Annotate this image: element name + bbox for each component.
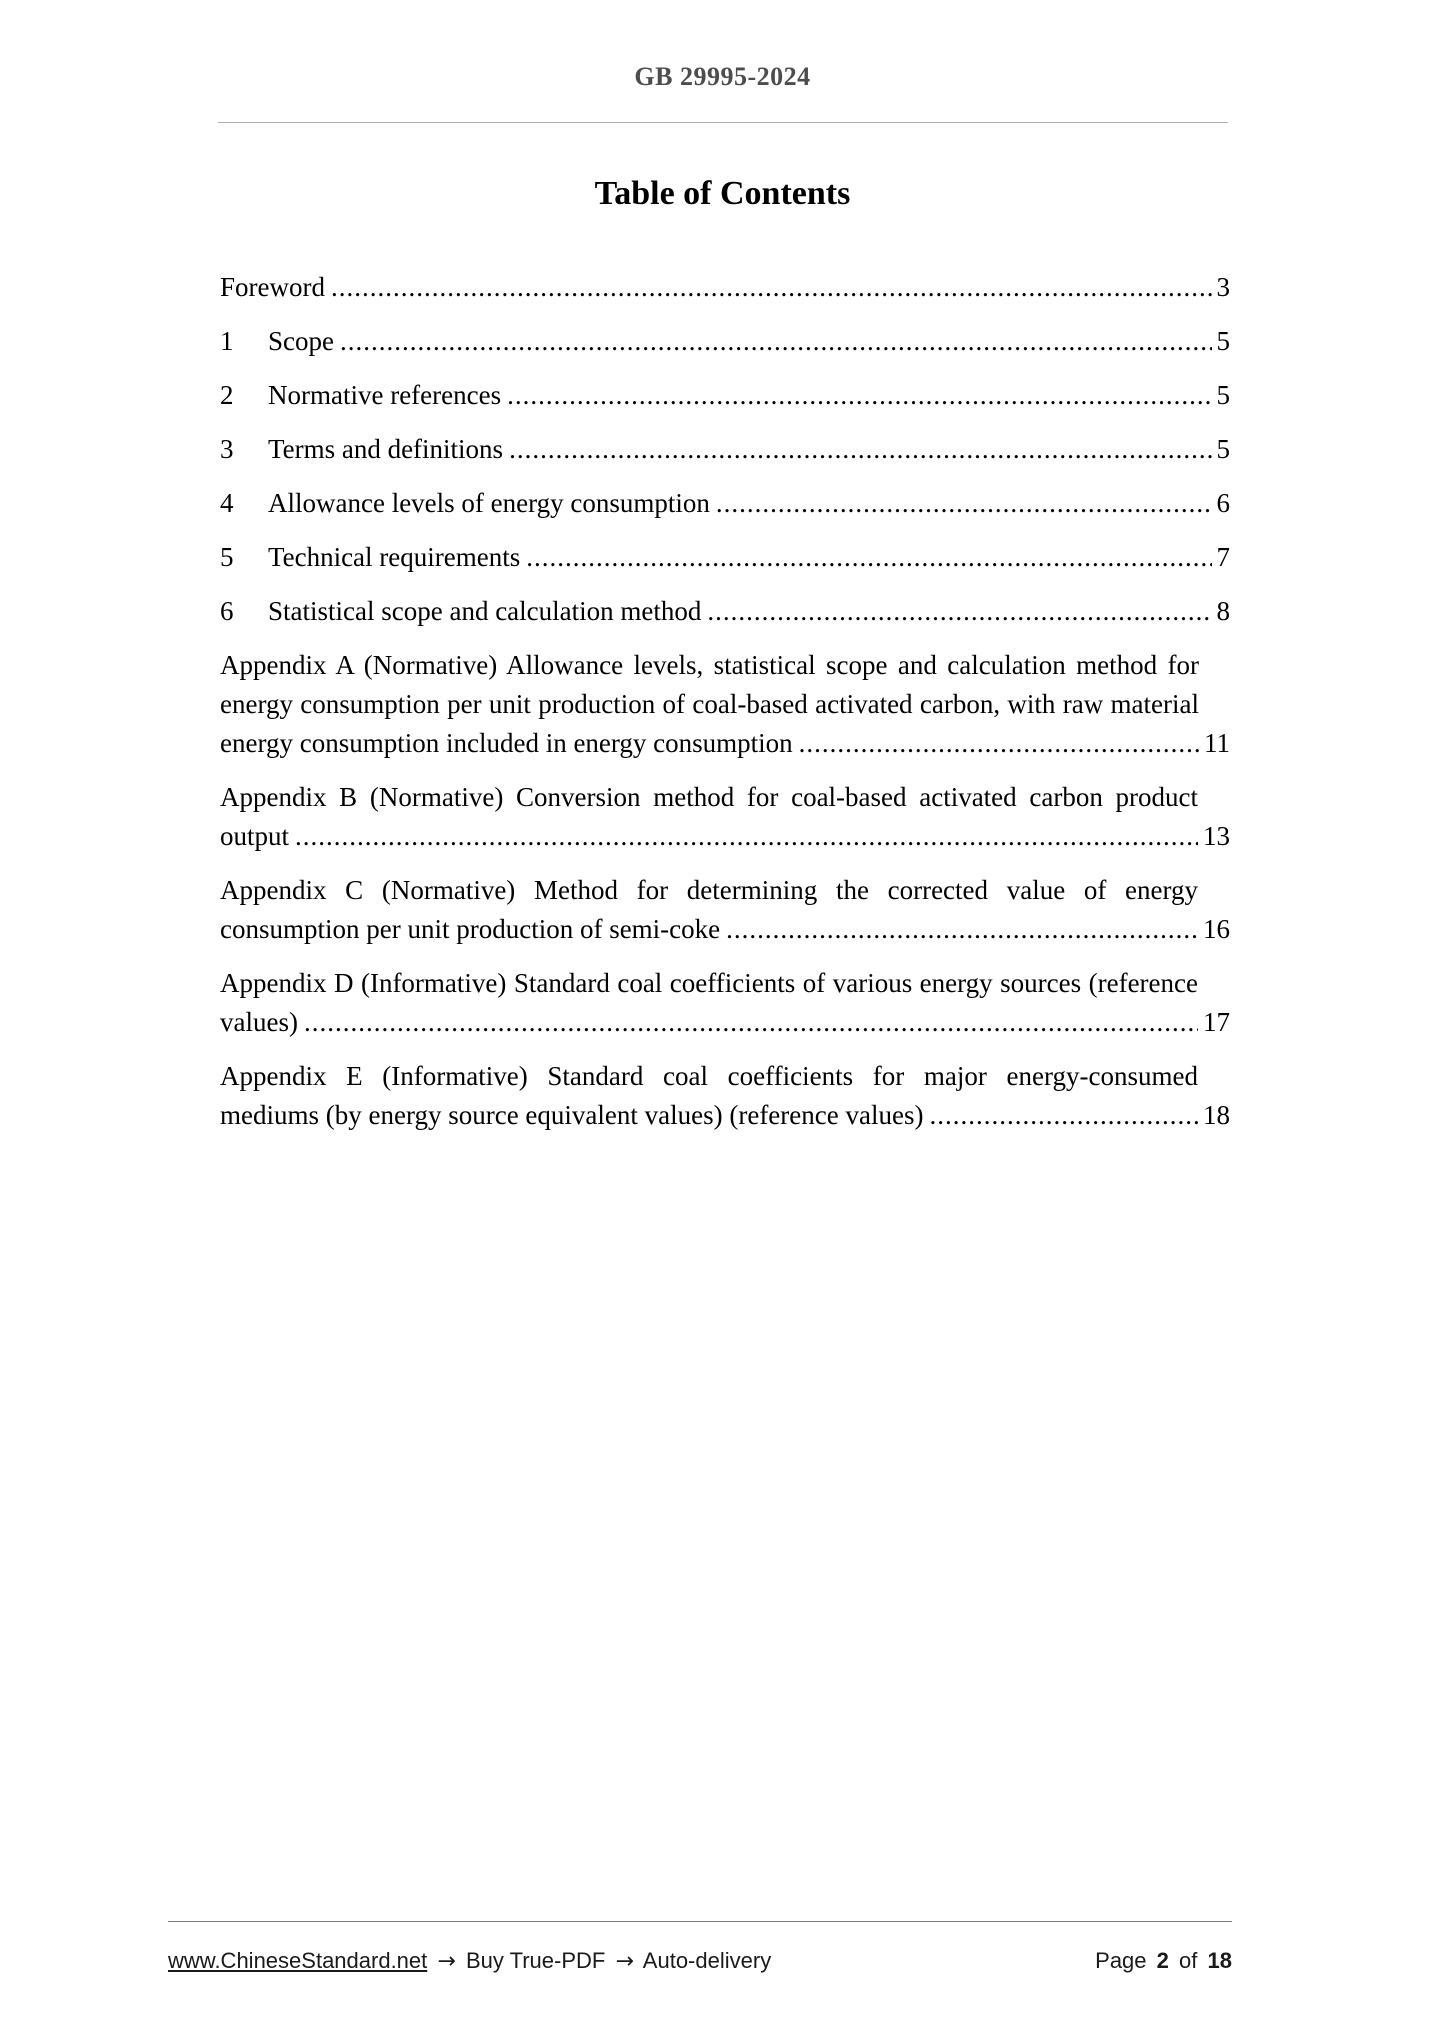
footer-left [168, 1948, 775, 1974]
toc-entry-label: Technical requirements ..... [268, 538, 1212, 577]
toc-entry [220, 592, 1230, 631]
toc-entry-page: 5 [1216, 434, 1230, 464]
toc-entry-number: 5 [220, 542, 234, 572]
footer-site-link[interactable]: www.ChineseStandard.net [168, 1948, 428, 1973]
table-of-contents [220, 268, 1230, 1135]
page-total: 18 [1207, 1948, 1232, 1973]
toc-entry-label: Normative references ..... [268, 376, 1212, 415]
page-title: Table of Contents [594, 175, 851, 212]
page-footer [168, 1921, 1232, 1974]
toc-entry [220, 871, 1230, 949]
arrow-icon: → [615, 1949, 634, 1974]
toc-entry [220, 376, 1230, 415]
of-label: of [1179, 1948, 1198, 1973]
toc-entry-page: 17 [1203, 1007, 1230, 1037]
toc-entry-number: 4 [220, 488, 234, 518]
toc-entry-number: 6 [220, 596, 234, 626]
toc-entry-page: 3 [1216, 272, 1230, 302]
footer-buy-text: Buy True-PDF [465, 1948, 606, 1973]
footer-delivery-text: Auto-delivery [642, 1948, 772, 1973]
toc-entry-page: 16 [1203, 914, 1230, 944]
toc-entry-label: Appendix C (Normative) Method for determining the corrected value of energy consumption per unit production of semi-coke ..... [220, 871, 1198, 949]
toc-entry [220, 778, 1230, 856]
toc-entry-label: Statistical scope and calculation method ..... [268, 592, 1212, 631]
toc-entry [220, 484, 1230, 523]
page-current: 2 [1156, 1948, 1169, 1973]
toc-entry-page: 6 [1216, 488, 1230, 518]
toc-entry-page: 8 [1216, 596, 1230, 626]
toc-entry [220, 1057, 1230, 1135]
toc-entry [220, 430, 1230, 469]
toc-entry-label: Appendix B (Normative) Conversion method for coal-based activated carbon product output ..... [220, 778, 1198, 856]
toc-entry-page: 11 [1204, 728, 1230, 758]
toc-entry [220, 964, 1230, 1042]
toc-entry-page: 13 [1203, 821, 1230, 851]
toc-entry-label: Terms and definitions ..... [268, 430, 1212, 469]
toc-entry-label: Appendix D (Informative) Standard coal coefficients of various energy sources (reference values) ..... [220, 964, 1198, 1042]
toc-entry-label: Allowance levels of energy consumption ..... [268, 484, 1212, 523]
toc-entry-label: Appendix E (Informative) Standard coal coefficients for major energy-consumed mediums (by energy source equivalent values) (reference values) ..... [220, 1057, 1198, 1135]
toc-entry-page: 7 [1216, 542, 1230, 572]
footer-divider [168, 1921, 1232, 1922]
toc-entry-label: Appendix A (Normative) Allowance levels, statistical scope and calculation method for energy consumption per unit production of coal-based activated carbon, with raw material energy consumption included in energy consumption ..... [220, 646, 1199, 763]
header-divider [218, 122, 1228, 123]
toc-entry [220, 268, 1230, 307]
arrow-icon: → [437, 1949, 456, 1974]
toc-entry-page: 5 [1216, 380, 1230, 410]
page-indicator [1091, 1948, 1232, 1974]
toc-entry-label: Scope ..... [268, 322, 1212, 361]
toc-entry-number: 1 [220, 326, 234, 356]
toc-entry [220, 646, 1230, 763]
toc-entry-number: 3 [220, 434, 234, 464]
toc-entry [220, 322, 1230, 361]
toc-entry-page: 5 [1216, 326, 1230, 356]
toc-entry-number: 2 [220, 380, 234, 410]
standard-number: GB 29995-2024 [634, 62, 811, 91]
toc-entry [220, 538, 1230, 577]
toc-entry-label: Foreword ..... [220, 268, 1212, 307]
toc-entry-page: 18 [1203, 1100, 1230, 1130]
page-label: Page [1095, 1948, 1147, 1973]
